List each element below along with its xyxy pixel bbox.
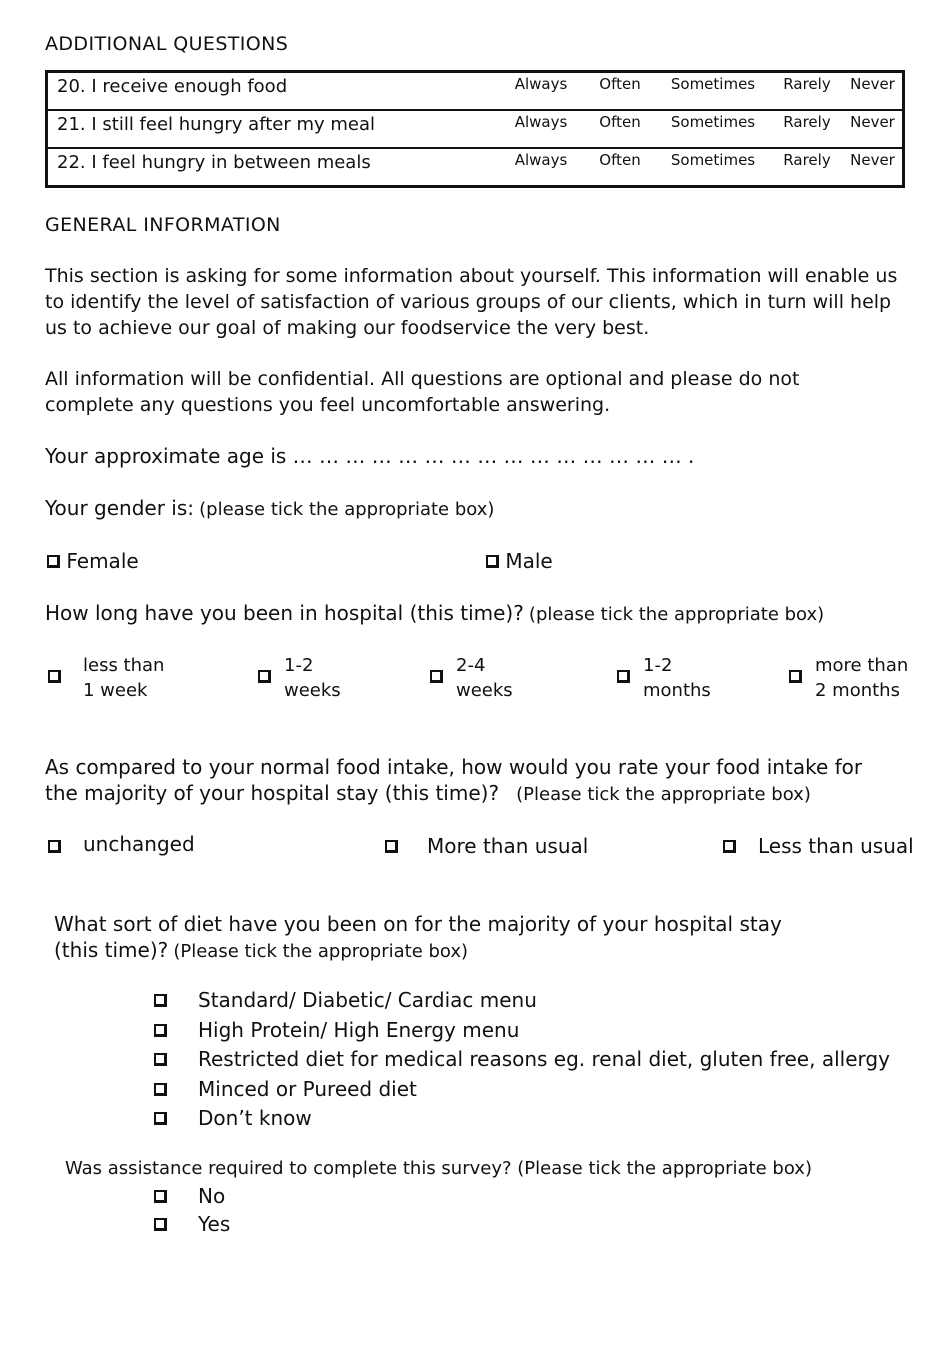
stay-option-3[interactable]: 2-4 weeks bbox=[456, 655, 513, 701]
option-sometimes[interactable]: Sometimes bbox=[655, 72, 771, 111]
stay-option-checkbox[interactable] bbox=[258, 668, 271, 687]
intake-option-more[interactable]: More than usual bbox=[427, 834, 589, 858]
stay-hint: (please tick the appropriate box) bbox=[528, 604, 825, 625]
diet-question-line1: What sort of diet have you been on for the majority of your hospital stay bbox=[54, 912, 782, 936]
gender-question bbox=[45, 496, 494, 520]
diet-hint: (Please tick the appropriate box) bbox=[173, 941, 469, 962]
gender-hint: (please tick the appropriate box) bbox=[199, 499, 495, 520]
stay-option-checkbox[interactable] bbox=[617, 668, 630, 687]
section-title-general: GENERAL INFORMATION bbox=[45, 214, 281, 236]
intro-paragraph: This section is asking for some information about yourself. This information will enable us to identify the level of satisfaction of various groups of our clients, which in turn will help us to achieve our goal of making our foodservice the very best. bbox=[45, 265, 898, 339]
checkbox[interactable] bbox=[154, 1218, 167, 1231]
stay-label: How long have you been in hospital (this time)? bbox=[45, 601, 524, 625]
intake-option-checkbox[interactable] bbox=[48, 838, 61, 857]
table-row bbox=[47, 72, 904, 111]
option-sometimes[interactable]: Sometimes bbox=[670, 151, 756, 169]
gender-female-label: Female bbox=[66, 549, 139, 573]
question-21: 21. I still feel hungry after my meal bbox=[47, 110, 498, 148]
intake-option-less[interactable]: Less than usual bbox=[758, 834, 914, 858]
option-always[interactable]: Always bbox=[514, 151, 568, 169]
option-rarely[interactable]: Rarely bbox=[771, 110, 843, 148]
option-rarely[interactable]: Rarely bbox=[783, 151, 831, 169]
intake-option-checkbox[interactable] bbox=[723, 838, 736, 857]
option-often[interactable]: Often bbox=[585, 110, 655, 148]
stay-option-5[interactable]: more than 2 months bbox=[815, 655, 909, 701]
intake-option-checkbox[interactable] bbox=[385, 838, 398, 857]
table-row bbox=[47, 148, 904, 187]
checkbox[interactable] bbox=[154, 1190, 167, 1203]
gender-option-male[interactable] bbox=[486, 549, 553, 573]
diet-question-line2: (this time)? (Please tick the appropriate box) bbox=[54, 938, 469, 962]
gender-option-female[interactable] bbox=[47, 549, 139, 573]
table-row bbox=[47, 110, 904, 148]
checkbox[interactable] bbox=[154, 1053, 167, 1066]
age-question[interactable]: Your approximate age is … … … … … … … … … … … … … … … . bbox=[45, 444, 695, 468]
gender-male-label: Male bbox=[505, 549, 553, 573]
option-never[interactable]: Never bbox=[850, 151, 895, 169]
question-20: 20. I receive enough food bbox=[47, 72, 498, 111]
gender-label: Your gender is: bbox=[45, 496, 195, 520]
checkbox[interactable] bbox=[154, 1024, 167, 1037]
stay-option-1[interactable]: less than 1 week bbox=[83, 655, 165, 701]
option-often[interactable]: Often bbox=[599, 151, 641, 169]
confidential-paragraph: All information will be confidential. All questions are optional and please do not complete any questions you feel uncomfortable answering. bbox=[45, 368, 800, 416]
rating-table bbox=[45, 70, 905, 188]
checkbox[interactable] bbox=[486, 555, 499, 568]
option-never[interactable]: Never bbox=[843, 72, 904, 111]
stay-option-4[interactable]: 1-2 months bbox=[643, 655, 711, 701]
assist-hint: (Please tick the appropriate box) bbox=[517, 1158, 812, 1179]
option-sometimes[interactable]: Sometimes bbox=[655, 110, 771, 148]
checkbox[interactable] bbox=[47, 555, 60, 568]
assist-question: Was assistance required to complete this survey? (Please tick the appropriate box) bbox=[65, 1158, 812, 1179]
option-always[interactable]: Always bbox=[497, 72, 585, 111]
option-rarely[interactable]: Rarely bbox=[771, 72, 843, 111]
checkbox[interactable] bbox=[154, 1112, 167, 1125]
stay-option-checkbox[interactable] bbox=[789, 668, 802, 687]
question-22: 22. I feel hungry in between meals bbox=[57, 152, 371, 173]
checkbox[interactable] bbox=[154, 994, 167, 1007]
stay-option-checkbox[interactable] bbox=[48, 668, 61, 687]
stay-question bbox=[45, 601, 824, 625]
intake-question-line1: As compared to your normal food intake, how would you rate your food intake for bbox=[45, 755, 863, 779]
intake-hint: (Please tick the appropriate box) bbox=[516, 784, 811, 805]
option-often[interactable]: Often bbox=[585, 72, 655, 111]
stay-option-checkbox[interactable] bbox=[430, 668, 443, 687]
intake-question-line2: the majority of your hospital stay (this time)? (Please tick the appropriate box) bbox=[45, 781, 811, 805]
intake-option-unchanged[interactable]: unchanged bbox=[83, 832, 195, 856]
option-never[interactable]: Never bbox=[843, 110, 904, 148]
section-title-additional: ADDITIONAL QUESTIONS bbox=[45, 33, 289, 55]
checkbox[interactable] bbox=[154, 1083, 167, 1096]
stay-option-2[interactable]: 1-2 weeks bbox=[284, 655, 341, 701]
option-always[interactable]: Always bbox=[497, 110, 585, 148]
